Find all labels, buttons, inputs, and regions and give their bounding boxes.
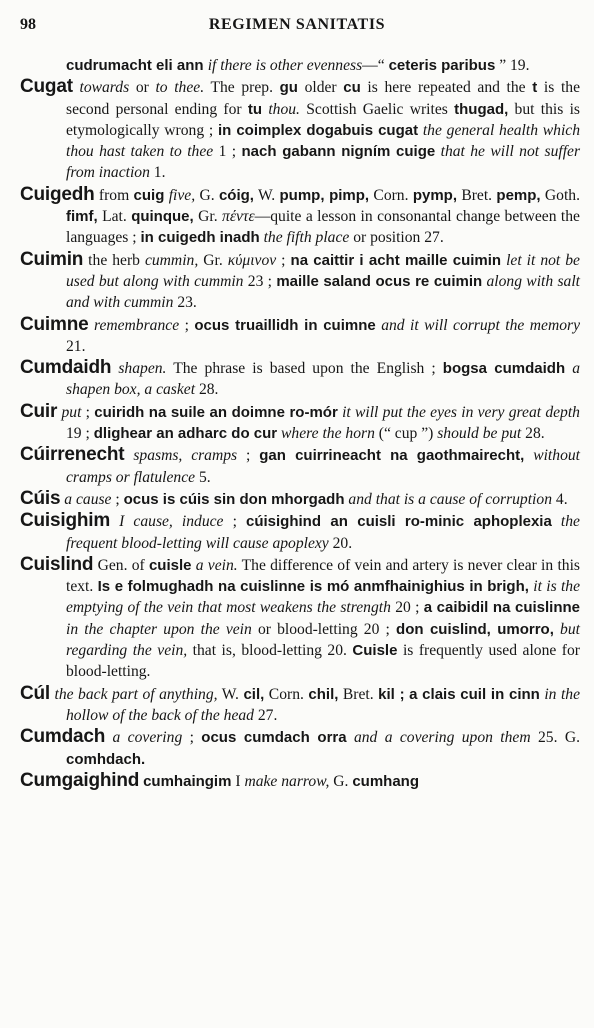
plain-text: 23 ; (243, 272, 277, 290)
plain-text: the herb (83, 251, 145, 269)
plain-text: G. (329, 772, 353, 790)
plain-text: 28. (195, 381, 219, 399)
italic-gloss: the back part of anything, (54, 685, 218, 703)
italic-gloss: put (61, 403, 82, 421)
entry-continuation (20, 55, 580, 76)
plain-text: I (231, 772, 245, 790)
gaelic-text: ocus cumdach orra (201, 729, 347, 747)
gaelic-text: cudrumacht eli ann (66, 57, 208, 74)
gaelic-text: don cuislind, umorro, (396, 620, 554, 638)
headword: Cúirrenecht (20, 444, 125, 466)
gaelic-text: chil, (308, 685, 339, 703)
plain-text: Corn. (369, 186, 413, 204)
plain-text: 1 ; (213, 143, 242, 161)
gaelic-text: tu (247, 100, 263, 118)
dictionary-entry (20, 249, 580, 314)
gaelic-text: cuiridh na suile an doimne ro-mór (94, 403, 338, 421)
italic-gloss: five, (168, 186, 196, 204)
plain-text: 1. (149, 164, 166, 182)
gaelic-text: kil ; (378, 685, 405, 703)
plain-text (124, 447, 133, 464)
gaelic-text: cóig, (218, 186, 254, 204)
plain-text: ; (182, 729, 202, 747)
headword: Cuislind (20, 553, 94, 575)
gaelic-text: cuig (133, 186, 165, 204)
gaelic-text: cumhang (352, 772, 419, 790)
italic-gloss: a cause (64, 490, 112, 508)
headword: Cuimin (20, 248, 84, 270)
headword: Cumgaighind (20, 769, 140, 791)
gaelic-text: ceteris paribus (388, 57, 496, 74)
italic-gloss: that he will not suffer from inaction (66, 143, 581, 182)
gaelic-text: a caibidil na cuislinne (423, 599, 580, 617)
gaelic-text: nach gabann nigním cuige (241, 143, 436, 161)
headword: Cugat (20, 76, 73, 98)
italic-gloss: the fifth place (263, 229, 350, 247)
plain-text: ; (111, 490, 124, 508)
dictionary-entry (20, 76, 580, 183)
page-header (20, 16, 574, 40)
gaelic-text: cúisighind an cuisli ro-minic aphoplexia (246, 513, 552, 531)
plain-text: older (297, 79, 344, 97)
italic-gloss: the general health which thou hast taken to thee (66, 121, 581, 161)
italic-gloss: to thee. (155, 79, 205, 97)
plain-text: 23. (173, 294, 197, 312)
italic-gloss: towards (79, 79, 130, 97)
plain-text: 19 ; (66, 425, 94, 443)
plain-text (110, 513, 119, 530)
dictionary-entry (20, 683, 580, 727)
plain-text: The prep. (204, 79, 280, 97)
gaelic-text: na caittir i acht maille cuimin (290, 251, 502, 269)
italic-gloss: without cramps or flatulence (66, 447, 580, 486)
headword: Cumdaidh (20, 357, 112, 379)
plain-text: W. (253, 186, 280, 204)
plain-text: but this is etymologically wrong ; (66, 100, 580, 139)
dictionary-entry (20, 314, 580, 358)
plain-text: Lat. (97, 208, 132, 226)
italic-gloss: in the hollow of the back of the head (66, 685, 580, 724)
plain-text: 25. G. (530, 729, 580, 747)
plain-text: G. (195, 186, 219, 204)
gaelic-text: pymp, (412, 186, 458, 204)
italic-gloss: in the chapter upon the vein (66, 620, 252, 638)
plain-text: Corn. (264, 685, 309, 703)
greek-word: κύμινον (227, 251, 277, 269)
plain-text: or position 27. (349, 229, 444, 247)
headword: Cuisighim (20, 510, 111, 532)
headword: Cuimne (20, 313, 89, 335)
italic-gloss: it is the emptying of the vein that most weakens the strength (66, 578, 580, 617)
gaelic-text: pemp, (496, 186, 541, 204)
plain-text: Bret. (457, 186, 497, 204)
dictionary-entry (20, 554, 580, 683)
italic-gloss: should be put (437, 425, 522, 443)
plain-text: Bret. (338, 685, 379, 703)
plain-text (105, 729, 112, 746)
italic-gloss: cummin, (144, 251, 199, 269)
plain-text: The phrase is based upon the English ; (166, 360, 443, 378)
italic-gloss: and it will corrupt the memory (381, 316, 580, 334)
plain-text: ; (223, 513, 246, 531)
italic-gloss: a shapen box, a casket (66, 360, 580, 399)
plain-text: 28. (521, 425, 545, 443)
gaelic-text: t (532, 79, 538, 97)
italic-gloss: where the horn (281, 425, 375, 443)
italic-gloss: but regarding the vein, (66, 620, 580, 660)
plain-text: ; (81, 403, 95, 421)
plain-text: The difference of vein and artery is never clear in this text. (66, 556, 580, 596)
italic-gloss: make narrow, (244, 772, 330, 790)
plain-text: from (94, 186, 134, 204)
plain-text: ” 19. (495, 57, 530, 74)
dictionary-entry (20, 444, 580, 488)
gaelic-text: a clais cuil in cinn (409, 685, 540, 703)
italic-gloss: along with salt and with cummin (66, 272, 580, 312)
plain-text: 4. (552, 490, 568, 508)
gaelic-text: bogsa cumdaidh (442, 360, 566, 378)
plain-text: 20 ; (390, 599, 424, 617)
dictionary-entry (20, 726, 580, 770)
dictionary-entry (20, 357, 580, 401)
headword: Cuir (20, 400, 58, 422)
dictionary-entries (20, 55, 580, 792)
gaelic-text: gu (279, 79, 298, 97)
gaelic-text: cu (343, 79, 361, 97)
gaelic-text: quinque, (131, 208, 194, 226)
italic-gloss: if there is other evenness (207, 57, 363, 74)
gaelic-text: Cuisle (352, 642, 398, 660)
plain-text: 21. (66, 337, 86, 355)
italic-gloss: spasms, cramps (133, 447, 238, 465)
plain-text: is here repeated and the (360, 79, 533, 97)
plain-text: Goth. (540, 186, 580, 204)
gaelic-text: in coimplex dogabuis cugat (217, 121, 419, 139)
gaelic-text: ocus is cúis sin don mhorgadh (123, 490, 345, 508)
gaelic-text: cil, (243, 685, 265, 703)
gaelic-text: comhdach. (66, 750, 146, 768)
gaelic-text: cuisle (148, 556, 192, 574)
plain-text: Gr. (193, 208, 223, 226)
dictionary-entry (20, 510, 580, 554)
gaelic-text: gan cuirrineacht na gaothmairecht, (259, 447, 525, 465)
italic-gloss: a vein. (195, 556, 238, 574)
plain-text: —quite a lesson in consonantal change between the languages ; (66, 208, 580, 247)
plain-text: Gen. of (93, 556, 149, 574)
plain-text: is frequently used alone for blood-letting. (66, 642, 580, 681)
dictionary-entry (20, 184, 580, 249)
plain-text: (“ cup ”) (374, 425, 438, 443)
italic-gloss: a covering (112, 729, 183, 747)
plain-text: 20. (328, 534, 353, 552)
plain-text: ; (179, 316, 195, 334)
plain-text: or blood-letting 20 ; (251, 620, 397, 638)
plain-text: Gr. (198, 251, 228, 269)
plain-text: ; (237, 447, 260, 465)
plain-text: —“ (362, 57, 389, 74)
headword: Cúl (20, 682, 51, 704)
italic-gloss: it will put the eyes in very great depth (342, 403, 580, 421)
dictionary-entry (20, 488, 580, 510)
plain-text (347, 729, 354, 746)
plain-text: is the second personal ending for (66, 79, 580, 118)
plain-text: 27. (253, 706, 278, 724)
gaelic-text: fimf, (66, 208, 98, 226)
italic-gloss: and that is a cause of corruption (348, 490, 552, 508)
italic-gloss: I cause, induce (119, 513, 224, 531)
italic-gloss: shapen. (118, 360, 167, 378)
gaelic-text: cumhaingim (143, 772, 232, 790)
gaelic-text: in cuigedh inadh (140, 229, 260, 247)
plain-text: or (129, 79, 156, 97)
headword: Cuigedh (20, 183, 95, 205)
plain-text: W. (217, 685, 244, 703)
headword: Cúis (20, 487, 61, 509)
italic-gloss: the frequent blood-letting will cause apoplexy (66, 513, 580, 552)
plain-text (552, 513, 561, 530)
italic-gloss: let it not be used but along with cummin (66, 251, 580, 290)
gaelic-text: pump, pimp, (279, 186, 370, 204)
plain-text: Scottish Gaelic writes (299, 100, 455, 118)
plain-text (524, 447, 533, 464)
gaelic-text: maille saland ocus re cuimin (276, 272, 483, 290)
headword: Cumdach (20, 726, 106, 748)
gaelic-text: thugad, (454, 100, 509, 118)
gaelic-text: Is e folmughadh na cuislinne is mó anmfhainighius in brigh, (97, 578, 529, 596)
plain-text: 5. (195, 468, 211, 486)
italic-gloss: remembrance (93, 316, 180, 334)
page-number: 98 (20, 16, 36, 33)
greek-word: πέντε (222, 208, 255, 226)
italic-gloss: thou. (268, 100, 300, 118)
italic-gloss: and a covering upon them (353, 729, 531, 747)
running-head: REGIMEN SANITATIS (208, 16, 386, 33)
plain-text: that is, blood-letting 20. (187, 642, 353, 660)
plain-text: ; (276, 251, 291, 269)
gaelic-text: dlighear an adharc do cur (93, 425, 278, 443)
gaelic-text: ocus truaillidh in cuimne (194, 316, 376, 334)
dictionary-entry (20, 401, 580, 445)
dictionary-entry (20, 770, 580, 792)
